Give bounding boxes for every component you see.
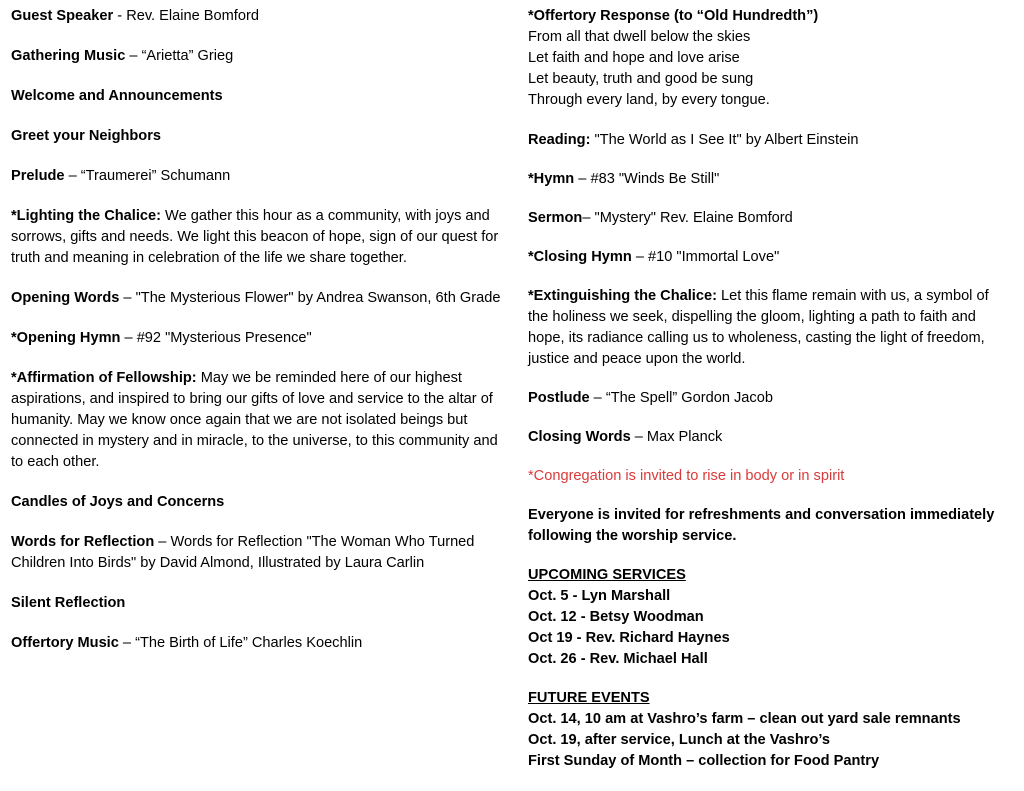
sermon-label: Sermon (528, 210, 583, 226)
reading-text: "The World as I See It" by Albert Einstein (590, 132, 859, 148)
postlude (528, 388, 1008, 409)
offertory-response-line: Let faith and hope and love arise (528, 50, 740, 66)
gathering-music-label: Gathering Music (11, 48, 126, 64)
lighting-label: *Lighting the Chalice: (11, 208, 161, 224)
hymn-label: *Hymn (528, 171, 575, 187)
reading (528, 130, 1008, 151)
silent-label: Silent Reflection (11, 595, 126, 611)
greet-neighbors (11, 126, 506, 147)
greet-label: Greet your Neighbors (11, 128, 162, 144)
words-reflection-label: Words for Reflection (11, 534, 155, 550)
offertory-response-label: *Offertory Response (to “Old Hundredth”) (528, 8, 819, 24)
opening-hymn-label: *Opening Hymn (11, 330, 121, 346)
sermon-text: – "Mystery" Rev. Elaine Bomford (582, 210, 793, 226)
guest-speaker (11, 6, 506, 27)
gathering-music-text: – “Arietta” Grieg (125, 48, 234, 64)
reading-label: Reading: (528, 132, 591, 148)
future-event-item: First Sunday of Month – collection for Food Pantry (528, 753, 880, 769)
prelude-label: Prelude (11, 168, 65, 184)
opening-words-label: Opening Words (11, 290, 120, 306)
upcoming-service-item: Oct. 5 - Lyn Marshall (528, 588, 671, 604)
opening-words (11, 288, 506, 309)
closing-words-label: Closing Words (528, 429, 631, 445)
closing-hymn-label: *Closing Hymn (528, 249, 632, 265)
words-for-reflection (11, 532, 506, 574)
closing-words (528, 427, 1008, 448)
affirmation-fellowship (11, 368, 506, 473)
congregation-note: *Congregation is invited to rise in body or in spirit (528, 468, 845, 484)
closing-hymn-text: – #10 "Immortal Love" (631, 249, 780, 265)
extinguishing-chalice (528, 286, 1008, 370)
welcome-announcements (11, 86, 506, 107)
upcoming-service-item: Oct 19 - Rev. Richard Haynes (528, 630, 730, 646)
extinguishing-label: *Extinguishing the Chalice: (528, 288, 717, 304)
extinguishing-text: Let this flame remain with us, a symbol of the holiness we seek, dispelling the gloom, lighting a path to faith and hope, its radiance calling us to wholeness, casting the light of freedom, justice and peace upon the world. (528, 288, 989, 367)
candles-joys-concerns (11, 492, 506, 513)
offertory-music-label: Offertory Music (11, 635, 119, 651)
affirmation-text: May we be reminded here of our highest aspirations, and inspired to bring our gifts of love and service to the altar of humanity. May we know once again that we are not isolated beings but connected in mystery and in miracle, to the universe, to this community and to each other. (11, 370, 498, 470)
right-column (528, 6, 1008, 791)
postlude-label: Postlude (528, 390, 590, 406)
postlude-text: – “The Spell” Gordon Jacob (589, 390, 773, 406)
offertory-music-text: – “The Birth of Life” Charles Koechlin (118, 635, 363, 651)
closing-hymn (528, 247, 1008, 268)
prelude-text: – “Traumerei” Schumann (64, 168, 231, 184)
left-column (11, 6, 506, 673)
affirmation-label: *Affirmation of Fellowship: (11, 370, 197, 386)
hymn-text: – #83 "Winds Be Still" (574, 171, 720, 187)
offertory-response (528, 6, 1008, 111)
future-event-item: Oct. 19, after service, Lunch at the Vashro’s (528, 732, 830, 748)
welcome-label: Welcome and Announcements (11, 88, 223, 104)
offertory-response-line: From all that dwell below the skies (528, 29, 751, 45)
offertory-response-line: Through every land, by every tongue. (528, 92, 770, 108)
upcoming-services (528, 565, 1008, 670)
lighting-chalice (11, 206, 506, 269)
upcoming-service-item: Oct. 26 - Rev. Michael Hall (528, 651, 708, 667)
words-reflection-text: – Words for Reflection "The Woman Who Turned Children Into Birds" by David Almond, Illustrated by Laura Carlin (11, 534, 475, 571)
future-event-item: Oct. 14, 10 am at Vashro’s farm – clean out yard sale remnants (528, 711, 961, 727)
guest-speaker-text: - Rev. Elaine Bomford (113, 8, 259, 24)
closing-words-text: – Max Planck (630, 429, 723, 445)
opening-words-text: – "The Mysterious Flower" by Andrea Swanson, 6th Grade (119, 290, 501, 306)
refreshments-note: Everyone is invited for refreshments and conversation immediately following the worship service. (528, 507, 995, 544)
opening-hymn-text: – #92 "Mysterious Presence" (120, 330, 312, 346)
upcoming-service-item: Oct. 12 - Betsy Woodman (528, 609, 704, 625)
sermon (528, 208, 1008, 229)
upcoming-services-title: UPCOMING SERVICES (528, 567, 686, 583)
prelude (11, 166, 506, 187)
offertory-response-line: Let beauty, truth and good be sung (528, 71, 754, 87)
opening-hymn (11, 328, 506, 349)
hymn (528, 169, 1008, 190)
future-events-title: FUTURE EVENTS (528, 690, 650, 706)
silent-reflection (11, 593, 506, 614)
gathering-music (11, 46, 506, 67)
offertory-music (11, 633, 506, 654)
guest-speaker-label: Guest Speaker (11, 8, 114, 24)
future-events (528, 688, 1008, 772)
candles-label: Candles of Joys and Concerns (11, 494, 225, 510)
lighting-text: We gather this hour as a community, with joys and sorrows, gifts and needs. We light this beacon of hope, sign of our quest for truth and meaning in celebration of the life we share together. (11, 208, 499, 266)
